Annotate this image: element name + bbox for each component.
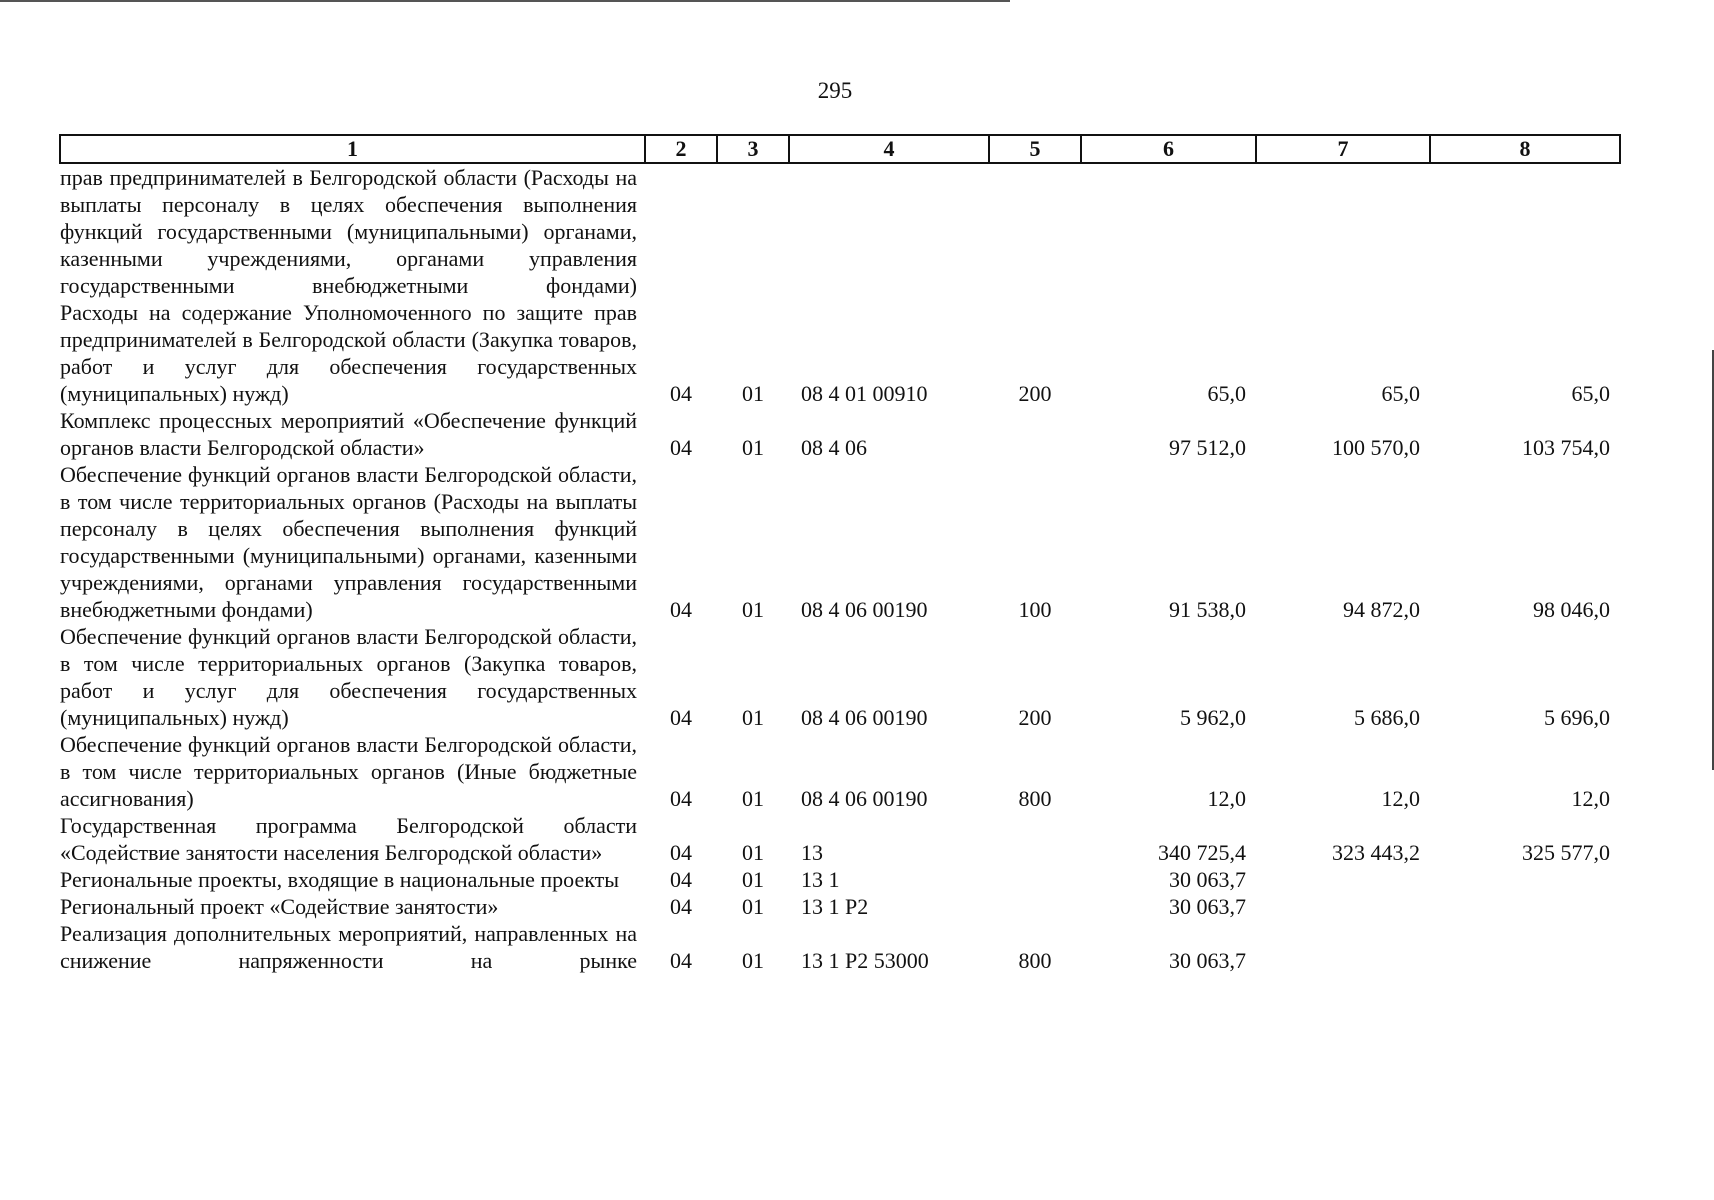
row-description: Обеспечение функций органов власти Белгородской области, в том числе территориальных органов (Иные бюджетные ассигнования) (60, 732, 637, 811)
cell-col-4: 13 1 (801, 867, 840, 892)
table-row (60, 299, 1620, 407)
cell-col-8 (1430, 866, 1620, 893)
cell-col-6: 12,0 (1207, 786, 1246, 811)
cell-col-7 (1256, 163, 1430, 299)
table-row (60, 163, 1620, 299)
cell-col-7 (1256, 866, 1430, 893)
cell-col-7: 12,0 (1381, 786, 1420, 811)
cell-col-3: 01 (742, 786, 764, 811)
row-description: Государственная программа Белгородской области «Содействие занятости населения Белгородской области» (60, 813, 637, 865)
cell-col-2: 04 (670, 435, 692, 460)
header-col-5: 5 (989, 135, 1081, 163)
table-row (60, 623, 1620, 731)
cell-col-3: 01 (742, 381, 764, 406)
table-row (60, 866, 1620, 893)
cell-col-4: 13 1 P2 53000 (801, 948, 929, 973)
row-description: Расходы на содержание Уполномоченного по защите прав предпринимателей в Белгородской области (Закупка товаров, работ и услуг для обеспечения государственных (муниципальных) нужд) (60, 300, 637, 406)
row-description: Региональные проекты, входящие в национальные проекты (60, 867, 620, 892)
cell-col-6: 30 063,7 (1169, 948, 1246, 973)
table-row (60, 893, 1620, 920)
cell-col-2: 04 (670, 597, 692, 622)
cell-col-7: 65,0 (1381, 381, 1420, 406)
cell-col-8: 65,0 (1571, 381, 1610, 406)
table-row (60, 407, 1620, 461)
cell-col-6: 30 063,7 (1169, 867, 1246, 892)
cell-col-2: 04 (670, 786, 692, 811)
table-row (60, 731, 1620, 812)
header-col-7: 7 (1256, 135, 1430, 163)
cell-col-7: 323 443,2 (1332, 840, 1420, 865)
cell-col-5: 200 (1018, 381, 1052, 406)
cell-col-8 (1430, 920, 1620, 974)
row-description: Реализация дополнительных мероприятий, направленных на снижение напряженности на рынке (60, 921, 637, 973)
table-row (60, 461, 1620, 623)
cell-col-5 (989, 407, 1081, 461)
cell-col-5 (989, 866, 1081, 893)
cell-col-2: 04 (670, 894, 692, 919)
cell-col-5: 200 (1018, 705, 1052, 730)
cell-col-2: 04 (670, 381, 692, 406)
cell-col-2 (645, 163, 717, 299)
cell-col-8: 5 696,0 (1544, 705, 1610, 730)
cell-col-5: 100 (1018, 597, 1052, 622)
cell-col-3: 01 (742, 705, 764, 730)
cell-col-4: 08 4 06 (801, 435, 867, 460)
cell-col-2: 04 (670, 705, 692, 730)
cell-col-2: 04 (670, 948, 692, 973)
scan-edge-line (0, 0, 1010, 2)
header-col-6: 6 (1081, 135, 1256, 163)
header-col-4: 4 (789, 135, 989, 163)
cell-col-6: 340 725,4 (1158, 840, 1246, 865)
row-description: Обеспечение функций органов власти Белгородской области, в том числе территориальных органов (Расходы на выплаты персоналу в целях обеспечения выполнения функций государственными (муниципальными) органами, казенными учреждениями, органами управления государственными внебюджетными фондами) (60, 462, 637, 622)
cell-col-3: 01 (742, 867, 764, 892)
cell-col-3 (717, 163, 789, 299)
cell-col-4: 08 4 06 00190 (801, 786, 928, 811)
cell-col-6 (1081, 163, 1256, 299)
cell-col-8 (1430, 163, 1620, 299)
header-col-8: 8 (1430, 135, 1620, 163)
cell-col-3: 01 (742, 948, 764, 973)
header-col-1: 1 (60, 135, 645, 163)
cell-col-4: 08 4 06 00190 (801, 705, 928, 730)
cell-col-6: 91 538,0 (1169, 597, 1246, 622)
cell-col-8: 325 577,0 (1522, 840, 1610, 865)
header-row (60, 135, 1620, 163)
cell-col-6: 65,0 (1207, 381, 1246, 406)
cell-col-5: 800 (1018, 948, 1052, 973)
cell-col-7 (1256, 893, 1430, 920)
cell-col-5 (989, 812, 1081, 866)
row-description: Комплекс процессных мероприятий «Обеспечение функций органов власти Белгородской области» (60, 408, 637, 460)
cell-col-4: 08 4 01 00910 (801, 381, 928, 406)
cell-col-4 (789, 163, 989, 299)
cell-col-8: 103 754,0 (1522, 435, 1610, 460)
row-description: Региональный проект «Содействие занятости» (60, 894, 499, 919)
row-description: прав предпринимателей в Белгородской области (Расходы на выплаты персоналу в целях обеспечения выполнения функций государственными (муниципальными) органами, казенными учреждениями, органами управления государственными внебюджетными фондами) (60, 165, 637, 298)
cell-col-8 (1430, 893, 1620, 920)
cell-col-5 (989, 163, 1081, 299)
cell-col-3: 01 (742, 597, 764, 622)
cell-col-3: 01 (742, 894, 764, 919)
cell-col-4: 13 1 P2 (801, 894, 869, 919)
page-number: 295 (817, 78, 853, 103)
cell-col-6: 30 063,7 (1169, 894, 1246, 919)
cell-col-4: 13 (801, 840, 823, 865)
header-col-2: 2 (645, 135, 717, 163)
table-row (60, 920, 1620, 974)
cell-col-7: 94 872,0 (1343, 597, 1420, 622)
cell-col-6: 5 962,0 (1180, 705, 1246, 730)
cell-col-7 (1256, 920, 1430, 974)
cell-col-7: 100 570,0 (1332, 435, 1420, 460)
cell-col-7: 5 686,0 (1354, 705, 1420, 730)
cell-col-8: 12,0 (1571, 786, 1610, 811)
cell-col-3: 01 (742, 435, 764, 460)
budget-table (59, 134, 1621, 974)
cell-col-2: 04 (670, 867, 692, 892)
row-description: Обеспечение функций органов власти Белгородской области, в том числе территориальных органов (Закупка товаров, работ и услуг для обеспечения государственных (муниципальных) нужд) (60, 624, 637, 730)
cell-col-3: 01 (742, 840, 764, 865)
cell-col-5 (989, 893, 1081, 920)
cell-col-8: 98 046,0 (1533, 597, 1610, 622)
header-col-3: 3 (717, 135, 789, 163)
cell-col-6: 97 512,0 (1169, 435, 1246, 460)
cell-col-5: 800 (1018, 786, 1052, 811)
cell-col-2: 04 (670, 840, 692, 865)
table-row (60, 812, 1620, 866)
cell-col-4: 08 4 06 00190 (801, 597, 928, 622)
